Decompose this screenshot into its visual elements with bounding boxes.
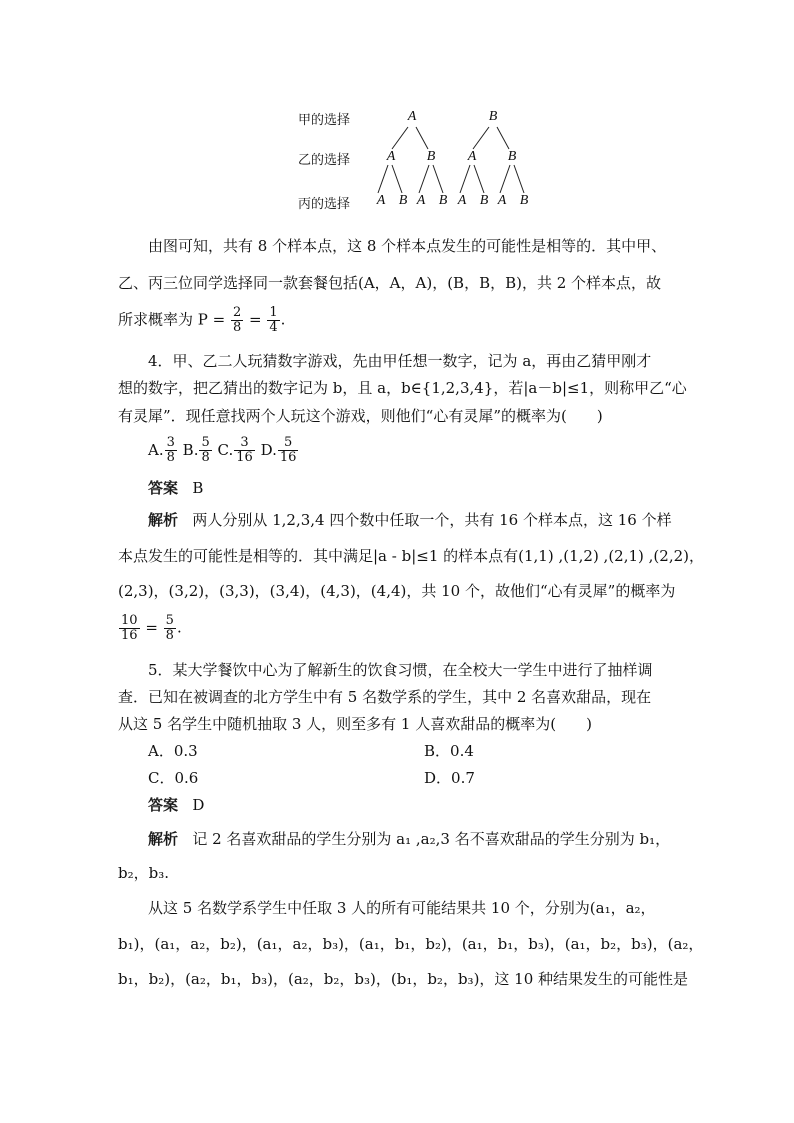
question-4-options <box>148 436 299 465</box>
question-5-text: 查．已知在被调查的北方学生中有 5 名数学系的学生，其中 2 名喜欢甜品，现在 <box>118 688 652 706</box>
tree-branch <box>392 127 408 149</box>
probability-formula: 所求概率为 P = $\frac{2}{8}$ = $\frac{1}{4}$ . <box>118 305 286 335</box>
analysis-text: b₂，b₃. <box>118 864 169 882</box>
analysis-result: $\frac{10}{16}$ = $\frac{5}{8}$ . <box>121 613 182 643</box>
level-label: 丙的选择 <box>298 197 351 212</box>
answer-line <box>148 478 203 498</box>
answer-label: 答案 <box>148 796 179 814</box>
tree-branch <box>460 165 470 193</box>
analysis-text: 本点发生的可能性是相等的．其中满足|a - b|≤1 的样本点有(1,1) ,(1,2) ,(2,1) ,(2,2)， <box>118 547 704 565</box>
question-5-text: 5．某大学餐饮中心为了解新生的饮食习惯，在全校大一学生中进行了抽样调 <box>148 661 653 679</box>
tree-branch <box>473 127 489 149</box>
tree-node: B <box>398 193 408 208</box>
tree-node: A <box>497 193 507 208</box>
fraction: $\frac{2}{8}$ <box>232 305 242 335</box>
analysis-label: 解析 <box>148 830 179 848</box>
paragraph-line: 乙、丙三位同学选择同一款套餐包括(A，A，A)，(B，B，B)，共 2 个样本点，故 <box>118 274 662 292</box>
tree-node: B <box>519 193 529 208</box>
analysis-text: b₁)，(a₁，a₂，b₂)，(a₁，a₂，b₃)，(a₁，b₁，b₂)，(a₁，b₁，b₃)，(a₁，b₂，b₃)，(a₂， <box>118 935 704 953</box>
question-4-text: 有灵犀”．现任意找两个人玩这个游戏，则他们“心有灵犀”的概率为( ) <box>118 407 603 425</box>
tree-node: A <box>457 193 467 208</box>
question-4-text: 4．甲、乙二人玩猜数字游戏，先由甲任想一数字，记为 a，再由乙猜甲刚才 <box>148 352 652 370</box>
tree-node: A <box>416 193 426 208</box>
tree-node: B <box>488 109 498 124</box>
tree-branch <box>433 165 443 193</box>
tree-node: A <box>386 149 396 164</box>
tree-node: B <box>426 149 436 164</box>
tree-branch <box>419 165 429 193</box>
tree-branch <box>378 165 388 193</box>
tree-branch <box>474 165 484 193</box>
paragraph-line: 由图可知，共有 8 个样本点，这 8 个样本点发生的可能性是相等的．其中甲、 <box>148 237 667 255</box>
option-b: B．0.4 <box>424 742 474 760</box>
option-c: C．0.6 <box>148 769 199 787</box>
analysis-text: 从这 5 名数学系学生中任取 3 人的所有可能结果共 10 个，分别为(a₁，a₂， <box>148 899 656 917</box>
tree-node: B <box>438 193 448 208</box>
tree-node: B <box>479 193 489 208</box>
tree-node: B <box>507 149 517 164</box>
level-label: 乙的选择 <box>298 153 351 168</box>
level-label: 甲的选择 <box>298 113 351 128</box>
tree-branch <box>416 127 428 149</box>
option-a: A．0.3 <box>148 742 198 760</box>
tree-branch <box>497 127 509 149</box>
analysis-label: 解析 <box>148 511 179 529</box>
tree-node: A <box>407 109 417 124</box>
formula-text: 所求概率为 P = <box>118 310 230 329</box>
tree-node: A <box>376 193 386 208</box>
option-a: A. $\frac{3}{8}$ <box>148 435 175 465</box>
analysis-line: 解析 记 2 名喜欢甜品的学生分别为 a₁ ,a₂,3 名不喜欢甜品的学生分别为 b₁， <box>148 830 671 848</box>
tree-branch <box>514 165 524 193</box>
tree-node: A <box>467 149 477 164</box>
analysis-text: (2,3)，(3,2)，(3,3)，(3,4)，(4,3)，(4,4)，共 10 个，故他们“心有灵犀”的概率为 <box>118 582 676 600</box>
option-d: D. $\frac{5}{16}$ <box>260 435 297 465</box>
answer-value: D <box>192 796 205 814</box>
question-4-text: 想的数字，把乙猜出的数字记为 b，且 a，b∈{1,2,3,4}，若|a－b|≤1，则称甲乙“心 <box>118 379 687 397</box>
question-5-text: 从这 5 名学生中随机抽取 3 人，则至多有 1 人喜欢甜品的概率为( ) <box>118 715 592 733</box>
option-b: B. $\frac{5}{8}$ <box>182 435 210 465</box>
analysis-text: b₁，b₂)，(a₂，b₁，b₃)，(a₂，b₂，b₃)，(b₁，b₂，b₃)，这 10 种结果发生的可能性是 <box>118 970 689 988</box>
option-d: D．0.7 <box>424 769 475 787</box>
fraction: $\frac{1}{4}$ <box>269 305 278 335</box>
answer-value: B <box>192 479 204 497</box>
tree-branch <box>500 165 510 193</box>
tree-branch <box>392 165 402 193</box>
answer-label: 答案 <box>148 479 179 497</box>
analysis-line: 解析 两人分别从 1,2,3,4 四个数中任取一个，共有 16 个样本点，这 16 个样 <box>148 511 672 529</box>
probability-tree-diagram <box>290 98 540 220</box>
answer-line <box>148 795 204 815</box>
option-c: C. $\frac{3}{16}$ <box>217 435 253 465</box>
